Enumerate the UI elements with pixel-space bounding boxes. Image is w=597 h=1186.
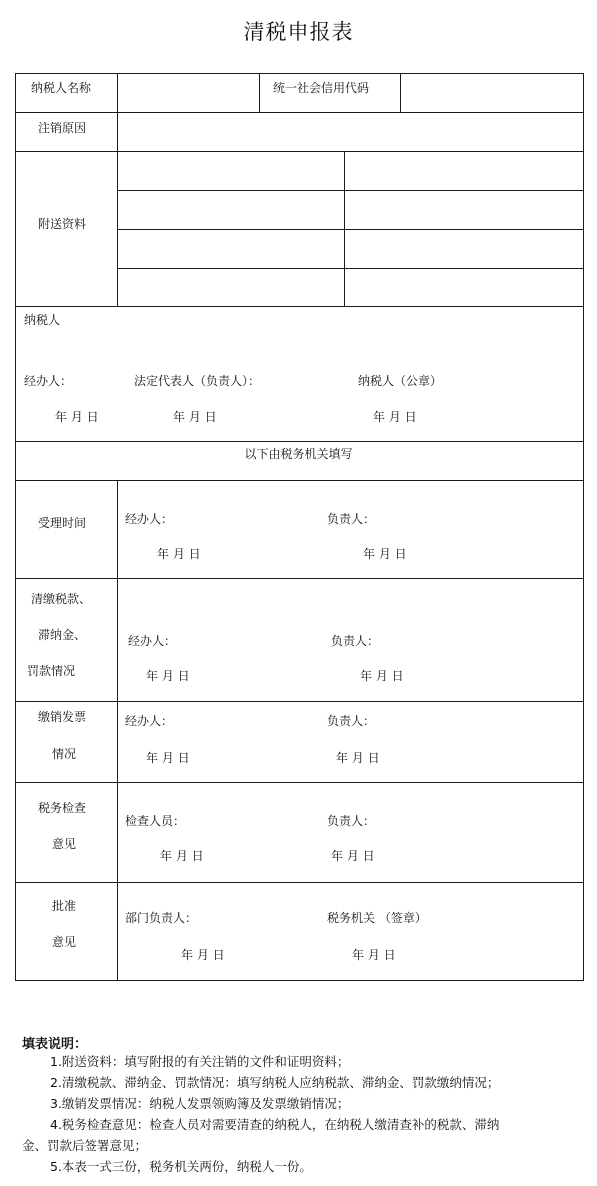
date-text: 年 月 日 [55,410,99,424]
date-text: 年 月 日 [336,751,380,765]
attachment-cell[interactable] [346,231,582,266]
attachment-cell[interactable] [346,192,582,227]
settlement-label-3: 罚款情况 [27,664,76,678]
taxpayer-seal-label: 纳税人（公章） [358,374,443,388]
attachment-cell[interactable] [346,270,582,304]
attachment-cell[interactable] [119,153,342,188]
attachment-cell[interactable] [346,153,582,188]
settlement-handler: 经办人： [128,634,177,648]
date-text: 年 月 日 [331,849,375,863]
inspection-responsible: 负责人： [327,814,376,828]
tax-authority-heading: 以下由税务机关填写 [244,447,353,461]
settlement-label-2: 滞纳金、 [38,628,87,642]
form-title: 清税申报表 [243,20,354,44]
taxpayer-name-field[interactable] [119,75,257,110]
date-text: 年 月 日 [363,547,407,561]
date-text: 年 月 日 [146,669,190,683]
tax-authority-seal-label: 税务机关 （签章） [327,911,427,925]
note-item: 2.清缴税款、滞纳金、罚款情况：填写纳税人应纳税款、滞纳金、罚款缴纳情况； [50,1075,500,1090]
attachment-cell[interactable] [119,192,342,227]
date-text: 年 月 日 [157,547,201,561]
legal-rep-label: 法定代表人（负责人）： [134,374,261,388]
cancel-reason-label: 注销原因 [38,121,87,135]
attachment-cell[interactable] [119,270,342,304]
cancel-reason-field[interactable] [119,114,582,149]
note-item: 5.本表一式三份，税务机关两份，纳税人一份。 [50,1159,312,1174]
credit-code-field[interactable] [402,75,582,110]
inspector-label: 检查人员： [125,814,186,828]
settlement-label-1: 清缴税款、 [31,592,92,606]
credit-code-label: 统一社会信用代码 [273,81,370,95]
settlement-responsible: 负责人： [331,634,380,648]
invoice-label-2: 情况 [52,747,77,761]
dept-head-label: 部门负责人： [125,911,198,925]
approval-label-1: 批准 [52,899,77,913]
attachment-cell[interactable] [119,231,342,266]
approval-label-2: 意见 [52,935,77,949]
note-item: 1.附送资料：填写附报的有关注销的文件和证明资料； [50,1054,350,1069]
acceptance-label: 受理时间 [38,516,87,530]
inspection-label-2: 意见 [52,837,77,851]
note-item: 4.税务检查意见：检查人员对需要清查的纳税人，在纳税人缴清查补的税款、滞纳 [50,1117,500,1132]
taxpayer-heading: 纳税人 [24,313,61,327]
notes-title: 填表说明： [22,1037,88,1052]
invoice-responsible: 负责人： [327,714,376,728]
acceptance-handler: 经办人： [125,512,174,526]
date-text: 年 月 日 [181,948,225,962]
date-text: 年 月 日 [173,410,217,424]
taxpayer-name-label: 纳税人名称 [31,81,92,95]
date-text: 年 月 日 [160,849,204,863]
note-item: 3.缴销发票情况：纳税人发票领购簿及发票缴销情况； [50,1096,350,1111]
attachments-label: 附送资料 [38,217,87,231]
inspection-label-1: 税务检查 [38,801,87,815]
date-text: 年 月 日 [146,751,190,765]
date-text: 年 月 日 [352,948,396,962]
acceptance-responsible: 负责人： [327,512,376,526]
date-text: 年 月 日 [373,410,417,424]
invoice-label-1: 缴销发票 [38,710,87,724]
note-item: 金、罚款后签署意见； [22,1138,148,1153]
invoice-handler: 经办人： [125,714,174,728]
taxpayer-handler-label: 经办人： [24,374,73,388]
date-text: 年 月 日 [360,669,404,683]
